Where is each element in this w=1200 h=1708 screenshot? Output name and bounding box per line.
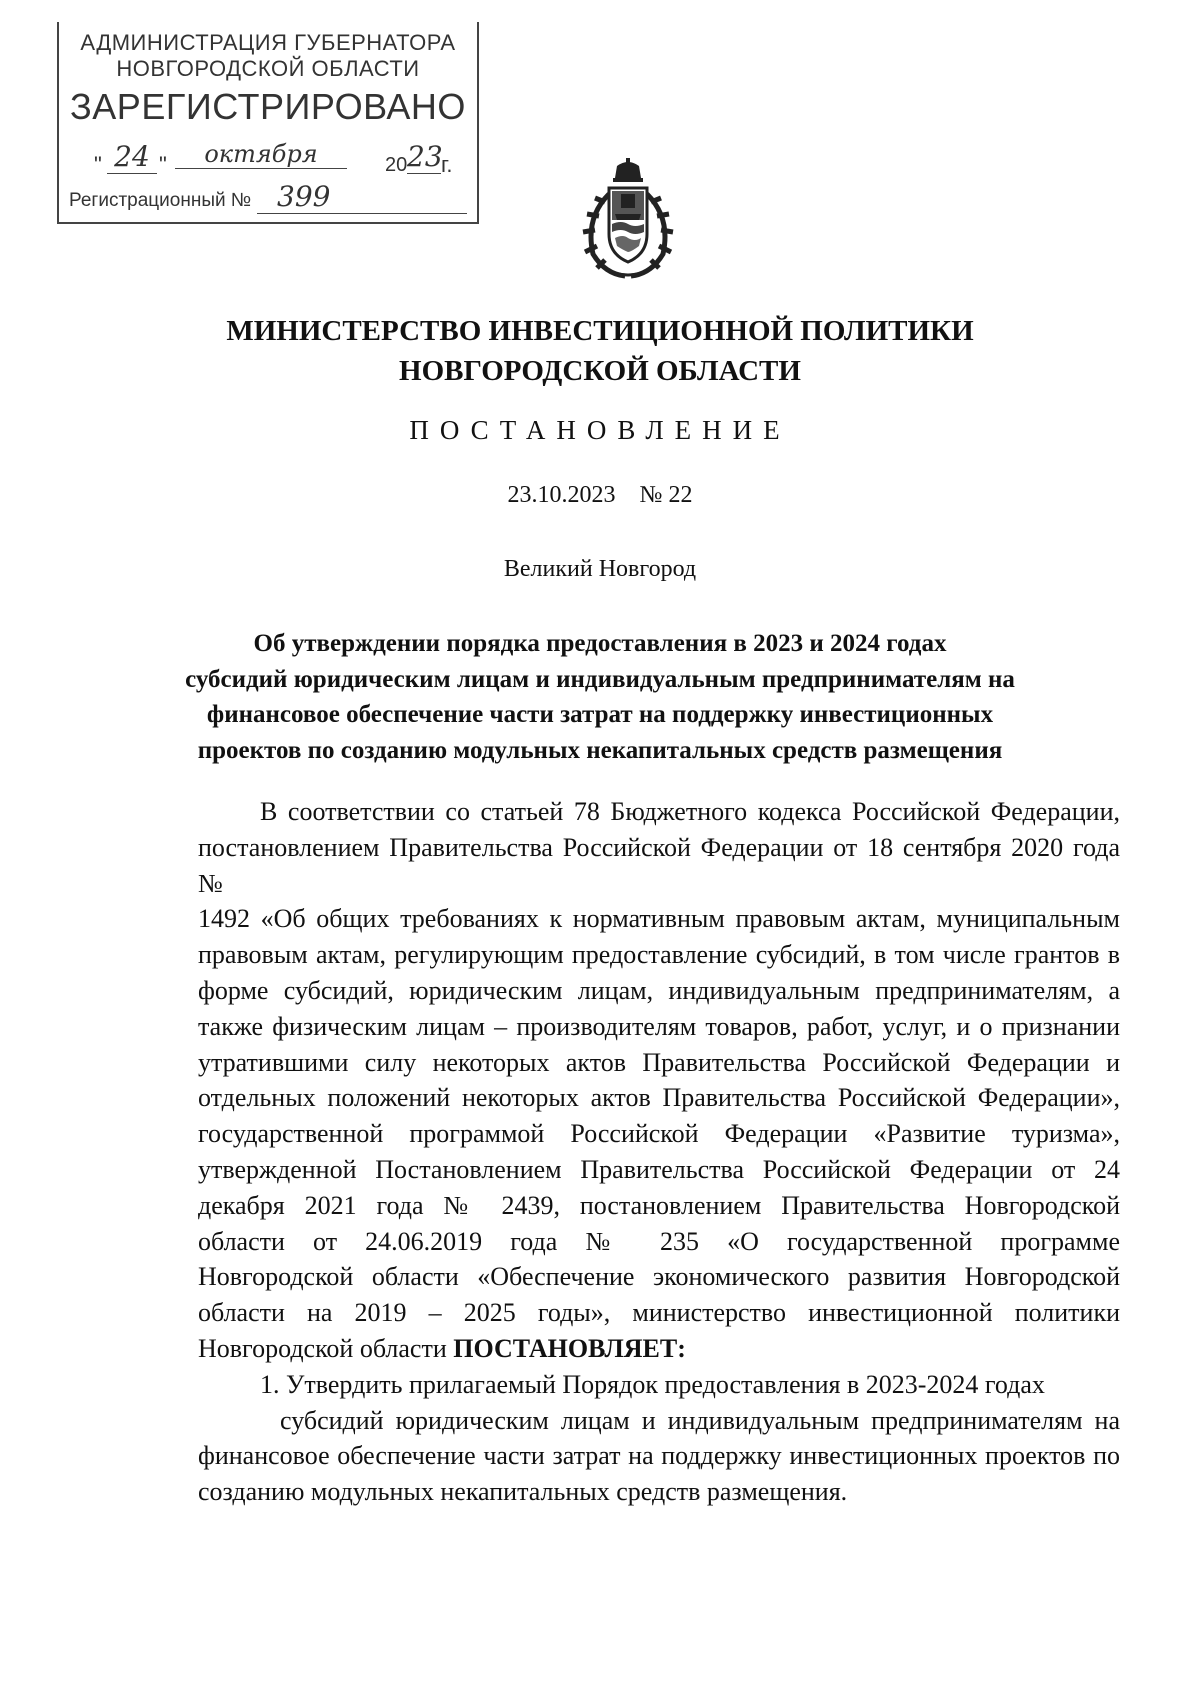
ministry-heading: [0, 311, 1200, 391]
stamp-reg-label: Регистрационный №: [69, 190, 252, 211]
document-type: ПОСТАНОВЛЕНИЕ: [409, 415, 791, 445]
body-line: области от 24.06.2019 года № 235 «О государственной программе: [198, 1226, 1120, 1256]
body-line: также физическим лицам – производителям товаров, работ, услуг, и о признании: [198, 1011, 1120, 1041]
stamp-day: 24: [107, 140, 157, 174]
body-line: области на 2019 – 2025 годы», министерство инвестиционной политики: [198, 1298, 1120, 1328]
body-line: отдельных положений некоторых актов Правительства Российской Федерации»,: [198, 1083, 1120, 1113]
registration-stamp: [57, 22, 479, 224]
title-line-1: Об утверждении порядка предоставления в 2023 и 2024 годах: [253, 630, 947, 657]
stamp-date: " 24 " октября 20 23 г.: [94, 140, 453, 177]
body-line: созданию модульных некапитальных средств размещения.: [198, 1477, 848, 1507]
body-line: Новгородской области «Обеспечение экономического развития Новгородской: [198, 1262, 1120, 1292]
stamp-line-1: АДМИНИСТРАЦИЯ ГУБЕРНАТОРА: [80, 30, 456, 55]
title-line-2: субсидий юридическим лицам и индивидуальным предпринимателям на: [185, 665, 1015, 693]
body-line: государственной программой Российской Федерации «Развитие туризма»,: [198, 1119, 1120, 1149]
title-line-4: проектов по созданию модульных некапитальных средств размещения: [197, 736, 1003, 764]
body-line: утратившими силу некоторых актов Правительства Российской Федерации и: [198, 1047, 1120, 1077]
ministry-line-2: НОВГОРОДСКОЙ ОБЛАСТИ: [399, 355, 801, 387]
body-line: декабря 2021 года № 2439, постановлением Правительства Новгородской: [198, 1190, 1120, 1220]
body-line-last: [198, 1331, 1120, 1367]
stamp-month: октября: [175, 140, 347, 169]
decree-keyword: ПОСТАНОВЛЯЕТ:: [453, 1333, 686, 1363]
body-line: правовым актам, регулирующим предоставление субсидий, в том числе грантов в: [198, 940, 1120, 970]
stamp-year-letter: г.: [441, 152, 453, 177]
body-line: субсидий юридическим лицам и индивидуальным предпринимателям на: [280, 1405, 1120, 1435]
coat-of-arms-icon: [579, 158, 677, 280]
body-text: Новгородской области: [198, 1333, 454, 1363]
document-city: Великий Новгород: [503, 556, 697, 582]
body-line: постановлением Правительства Российской Федерации от 18 сентября 2020 года №: [198, 832, 1120, 898]
ministry-line-1: МИНИСТЕРСТВО ИНВЕСТИЦИОННОЙ ПОЛИТИКИ: [226, 315, 974, 347]
stamp-year-suffix: 23: [407, 140, 443, 173]
stamp-year-prefix: 20: [385, 154, 408, 176]
document-number: № 22: [639, 482, 693, 508]
title-line-3: финансовое обеспечение части затрат на поддержку инвестиционных: [206, 701, 994, 728]
document-body: [198, 794, 1120, 1510]
document-date: 23.10.2023: [507, 482, 616, 508]
body-line: В соответствии со статьей 78 Бюджетного кодекса Российской Федерации,: [260, 797, 1120, 826]
stamp-reg-number: 399: [257, 180, 467, 214]
body-line: финансовое обеспечение части затрат на поддержку инвестиционных проектов по: [198, 1441, 1120, 1471]
document-title: [180, 626, 1020, 768]
body-clause-1: 1. Утвердить прилагаемый Порядок предоставления в 2023-2024 годах: [260, 1369, 1045, 1399]
body-line: утвержденной Постановлением Правительства Российской Федерации от 24: [198, 1154, 1120, 1184]
stamp-line-2: НОВГОРОДСКОЙ ОБЛАСТИ: [116, 56, 420, 81]
body-line: форме субсидий, юридическим лицам, индивидуальным предпринимателям, а: [198, 975, 1120, 1005]
document-date-number: [0, 482, 1200, 509]
stamp-title: ЗАРЕГИСТРИРОВАНО: [70, 86, 466, 127]
body-line: 1492 «Об общих требованиях к нормативным правовым актам, муниципальным: [198, 904, 1120, 934]
